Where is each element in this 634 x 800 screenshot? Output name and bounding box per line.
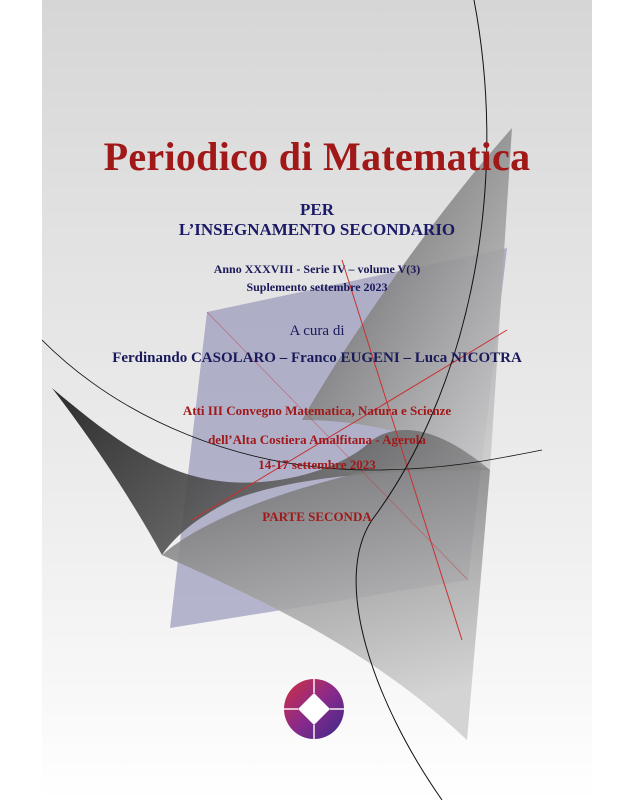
subtitle-line-2: L’INSEGNAMENTO SECONDARIO [178, 220, 456, 239]
part-label: PARTE SECONDA [262, 509, 372, 524]
proceedings-line-1: Atti III Convegno Matematica, Natura e Scienze [182, 403, 452, 418]
publisher-ring-logo [281, 676, 347, 742]
proceedings-line-2: dell’Alta Costiera Amalfitana - Agerola [208, 432, 426, 447]
curated-by-label: A cura di [289, 323, 345, 339]
editors-line: Ferdinando CASOLARO – Franco EUGENI – Luca NICOTRA [112, 350, 522, 366]
journal-title: Periodico di Matematica [103, 134, 531, 179]
book-cover [42, 0, 592, 800]
conference-dates: 14-17 settembre 2023 [258, 457, 376, 472]
subtitle-line-1: PER [300, 200, 334, 219]
supplement-line: Suplemento settembre 2023 [246, 280, 388, 294]
issue-line: Anno XXXVIII - Serie IV – volume V(3) [213, 262, 421, 276]
